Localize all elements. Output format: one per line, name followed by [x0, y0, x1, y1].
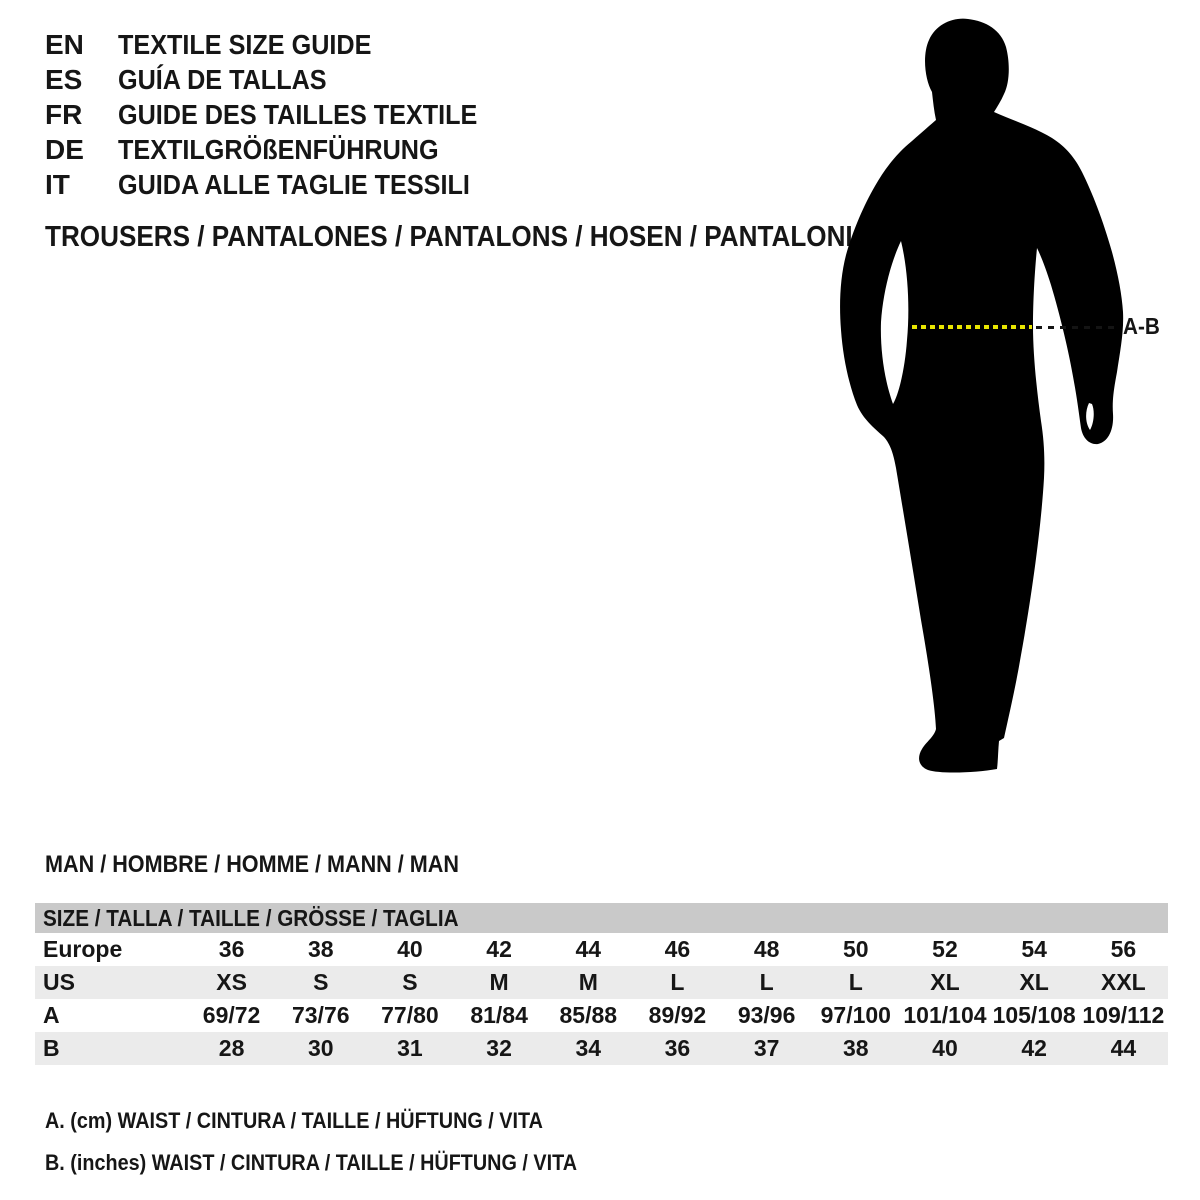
row-label: Europe: [43, 936, 123, 962]
language-code: EN: [45, 29, 84, 60]
cell: 54: [1021, 936, 1047, 962]
row-label: US: [43, 969, 75, 995]
cell: 30: [307, 1035, 334, 1061]
cell: 93/96: [737, 1002, 796, 1028]
cell: L: [759, 969, 774, 995]
cell: 44: [575, 936, 602, 962]
cell: L: [670, 969, 685, 995]
waist-dashed-line-extension: [1036, 326, 1120, 329]
cell: S: [313, 969, 329, 995]
cell: XL: [1019, 969, 1049, 995]
row-label: B: [43, 1035, 60, 1061]
table-row-us: [35, 966, 1168, 999]
note-a-cm: A. (cm) WAIST / CINTURA / TAILLE / HÜFTUNG / VITA: [45, 1108, 543, 1133]
language-row: [45, 97, 517, 132]
cell: 42: [486, 936, 512, 962]
language-title: TEXTILGRÖßENFÜHRUNG: [118, 134, 439, 165]
language-title: GUIDA ALLE TAGLIE TESSILI: [118, 169, 470, 200]
language-title: TEXTILE SIZE GUIDE: [118, 29, 372, 60]
cell: 85/88: [559, 1002, 618, 1028]
cell: 101/104: [903, 1002, 987, 1028]
section-heading-man: MAN / HOMBRE / HOMME / MANN / MAN: [45, 851, 459, 878]
cell: 38: [307, 936, 334, 962]
measure-label-ab: A-B: [1123, 313, 1160, 339]
cell: 69/72: [202, 1002, 261, 1028]
cell: S: [402, 969, 418, 995]
cell: XS: [216, 969, 247, 995]
man-silhouette: [820, 15, 1180, 785]
cell: 81/84: [470, 1002, 528, 1028]
cell: 89/92: [648, 1002, 707, 1028]
cell: 46: [664, 936, 691, 962]
cell: 37: [753, 1035, 780, 1061]
cell: 56: [1110, 936, 1137, 962]
language-title: GUIDE DES TAILLES TEXTILE: [118, 99, 478, 130]
cell: L: [848, 969, 863, 995]
note-b-inches: B. (inches) WAIST / CINTURA / TAILLE / HÜFTUNG / VITA: [45, 1150, 578, 1175]
language-code: FR: [45, 99, 83, 130]
cell: 73/76: [291, 1002, 350, 1028]
language-code: ES: [45, 64, 83, 95]
cell: M: [578, 969, 598, 995]
language-code: IT: [45, 169, 70, 200]
product-heading: TROUSERS / PANTALONES / PANTALONS / HOSEN / PANTALONI: [45, 221, 853, 253]
language-row: [45, 132, 517, 167]
language-code: DE: [45, 134, 84, 165]
language-title-list: [45, 27, 517, 202]
cell: 52: [932, 936, 958, 962]
cell: XL: [930, 969, 960, 995]
cell: 32: [486, 1035, 512, 1061]
cell: 36: [664, 1035, 691, 1061]
waist-dotted-line-on-body: [912, 325, 1032, 329]
cell: 42: [1021, 1035, 1047, 1061]
language-title: GUÍA DE TALLAS: [118, 64, 327, 95]
size-table-header-row: [35, 903, 1168, 933]
size-table: [35, 903, 1168, 1065]
cell: M: [489, 969, 509, 995]
language-row: [45, 167, 517, 202]
cell: 28: [218, 1035, 245, 1061]
language-row: [45, 62, 517, 97]
size-table-header: SIZE / TALLA / TAILLE / GRÖSSE / TAGLIA: [35, 903, 1168, 933]
table-row-a-cm: [35, 999, 1168, 1032]
cell: 109/112: [1082, 1002, 1165, 1028]
cell: 31: [397, 1035, 423, 1061]
cell: XXL: [1100, 969, 1146, 995]
cell: 40: [397, 936, 423, 962]
cell: 48: [753, 936, 780, 962]
cell: 34: [575, 1035, 602, 1061]
cell: 77/80: [381, 1002, 439, 1028]
cell: 36: [218, 936, 245, 962]
table-row-europe: [35, 933, 1168, 966]
cell: 105/108: [992, 1002, 1076, 1028]
cell: 38: [842, 1035, 869, 1061]
cell: 44: [1110, 1035, 1137, 1061]
cell: 50: [842, 936, 869, 962]
table-row-b-inches: [35, 1032, 1168, 1065]
language-row: [45, 27, 517, 62]
cell: 97/100: [820, 1002, 891, 1028]
row-label: A: [43, 1002, 60, 1028]
cell: 40: [932, 1035, 958, 1061]
